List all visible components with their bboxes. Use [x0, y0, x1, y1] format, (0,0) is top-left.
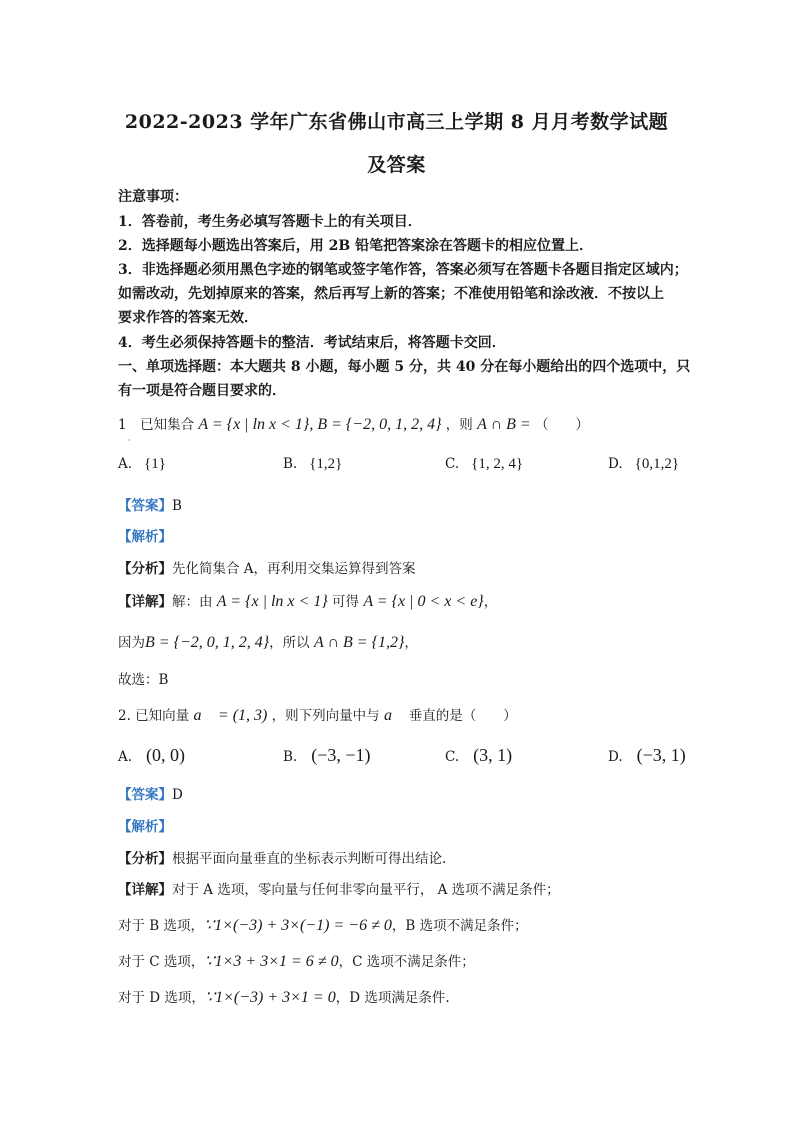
notice-heading: 注意事项： [118, 189, 188, 205]
q2-option-c: C. (3, 1) [445, 745, 513, 765]
q1-answer: 【答案】B [118, 498, 182, 514]
section-heading: 一、单项选择题：本大题共 8 小题，每小题 5 分，共 40 分在每小题给出的四个选项中，只 [118, 359, 691, 375]
q1-fenxi: 【分析】先化简集合 A，再利用交集运算得到答案 [118, 561, 416, 577]
q1-option-d: D. {0,1,2} [608, 456, 680, 472]
notice-item: 2．选择题每小题选出答案后，用 2B 铅笔把答案涂在答题卡的相应位置上． [118, 238, 594, 254]
q1-formula2: A ∩ B = [477, 416, 531, 433]
notice-item: 3．非选择题必须用黑色字迹的钢笔或签字笔作答，答案必须写在答题卡各题目指定区域内； [118, 262, 688, 278]
q2-fenxi: 【分析】根据平面向量垂直的坐标表示判断可得出结论. [118, 851, 447, 867]
q2-answer: 【答案】D [118, 787, 183, 803]
q1-option-a: A. {1} [118, 456, 166, 472]
section-heading: 有一项是符合题目要求的． [118, 383, 286, 399]
doc-title-line1: 2022-2023 学年广东省佛山市高三上学期 8 月月考数学试题 [124, 111, 669, 133]
q2-option-a: A. (0, 0) [118, 745, 186, 765]
q1-formula: A = {x | ln x < 1}, B = {−2, 0, 1, 2, 4} [198, 416, 442, 433]
doc-title-line2: 及答案 [367, 154, 426, 176]
q1-detail-2: 因为B = {−2, 0, 1, 2, 4}，所以 A ∩ B = {1,2}， [118, 634, 418, 651]
stray-dot: · [128, 436, 131, 445]
q1-analysis-tag: 【解析】 [118, 529, 172, 545]
q2-option-d: D. (−3, 1) [608, 745, 686, 765]
q2-option-b: B. (−3, −1) [283, 745, 371, 765]
question-1-stem: 1 已知集合 A = {x | ln x < 1}, B = {−2, 0, 1, 2, 4} ，则 A ∩ B = （ ） [118, 416, 589, 433]
q2-detail-1: 【详解】对于 A 选项，零向量与任何非零向量平行， A 选项不满足条件； [118, 882, 560, 898]
q2-detail-2: 对于 B 选项，∵1×(−3) + 3×(−1) = −6 ≠ 0，B 选项不满足条件； [118, 917, 528, 934]
q2-analysis-tag: 【解析】 [118, 819, 172, 835]
q2-detail-4: 对于 D 选项，∵1×(−3) + 3×1 = 0，D 选项满足条件. [118, 989, 450, 1006]
q1-option-c: C. {1, 2, 4} [445, 456, 524, 472]
notice-item: 如需改动，先划掉原来的答案，然后再写上新的答案；不准使用铅笔和涂改液．不按以上 [118, 286, 664, 302]
notice-item: 要求作答的答案无效． [118, 310, 258, 326]
q1-conclusion: 故选：B [118, 672, 169, 688]
notice-item: 4．考生必须保持答题卡的整洁．考试结束后，将答题卡交回． [118, 335, 506, 351]
q1-detail-1: 【详解】解：由 A = {x | ln x < 1} 可得 A = {x | 0 < x < e}， [118, 593, 498, 610]
notice-item: 1．答卷前，考生务必填写答题卡上的有关项目． [118, 214, 422, 230]
q1-option-b: B. {1,2} [283, 456, 343, 472]
question-2-stem: 2. 已知向量 a⃗ = (1, 3) ，则下列向量中与 a⃗ 垂直的是（ ） [118, 707, 517, 724]
q2-detail-3: 对于 C 选项，∵1×3 + 3×1 = 6 ≠ 0，C 选项不满足条件； [118, 953, 475, 970]
